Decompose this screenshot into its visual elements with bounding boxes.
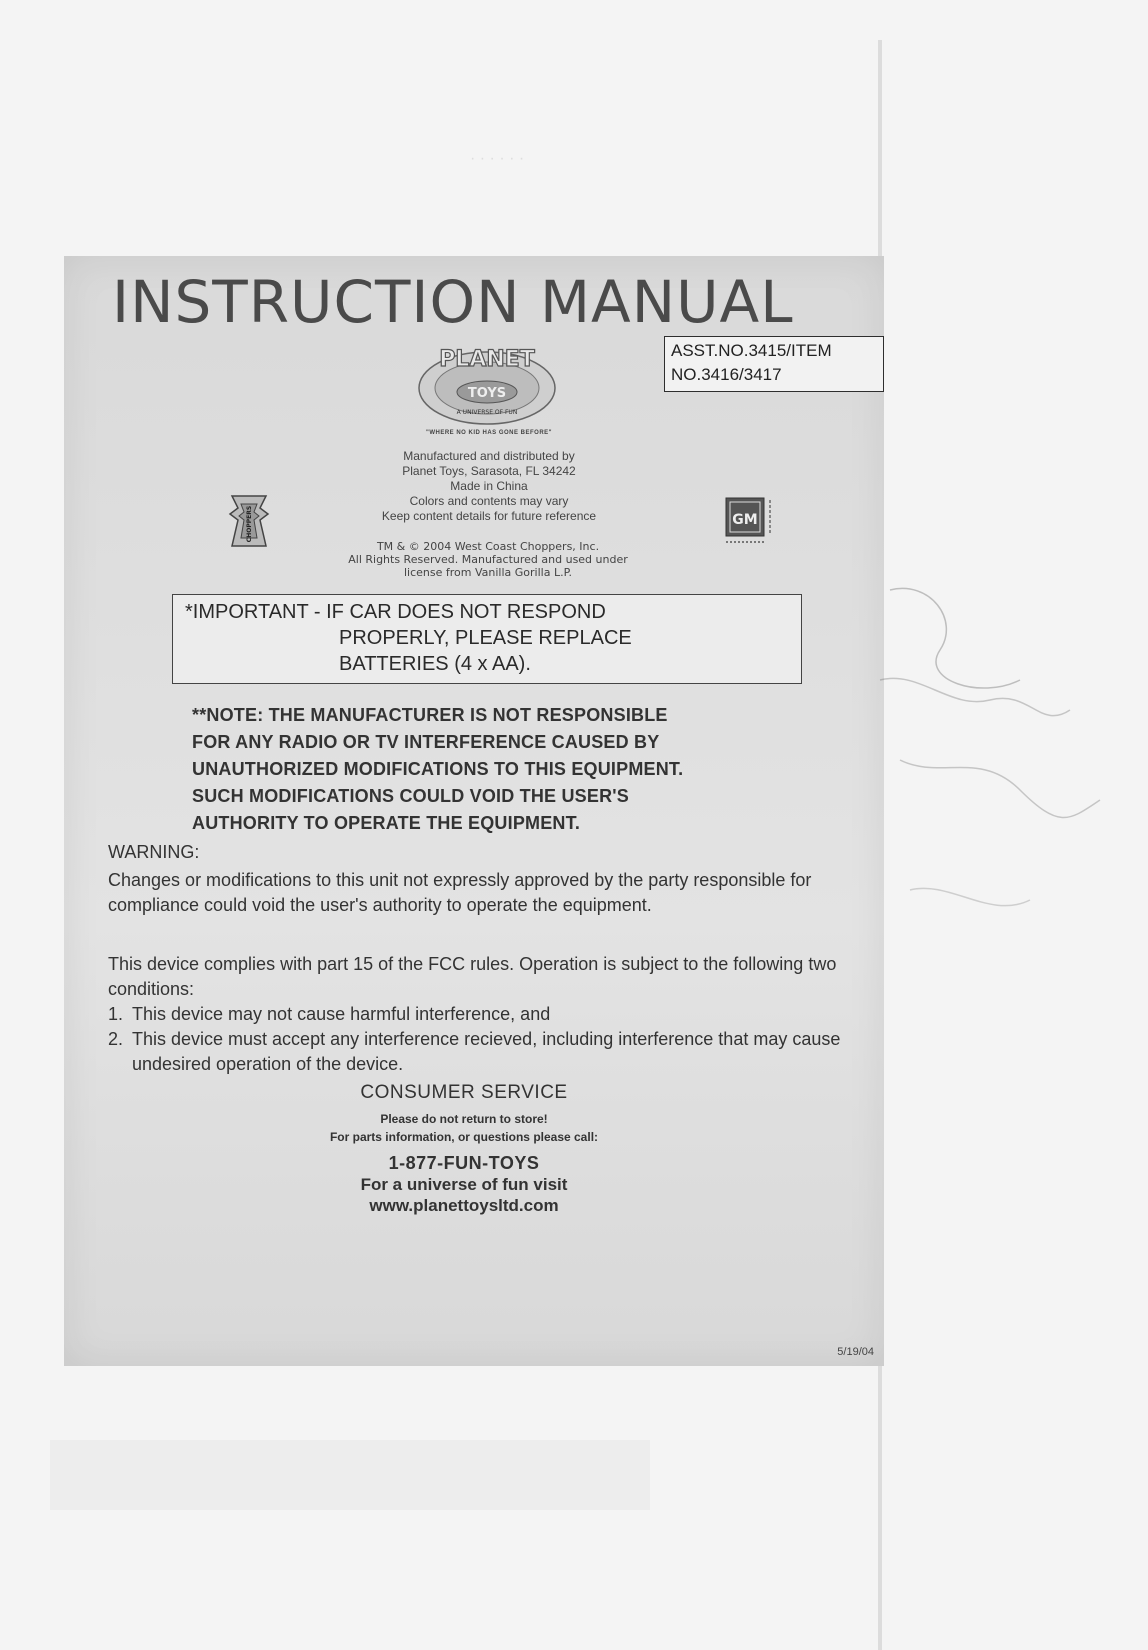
gm-logo-text: GM	[732, 512, 758, 528]
license-line: TM & © 2004 West Coast Choppers, Inc.	[376, 540, 600, 553]
visit-text: For a universe of fun visit	[360, 1175, 568, 1194]
logo-brand-mid: TOYS	[467, 386, 507, 401]
website-url: www.planettoysltd.com	[369, 1196, 559, 1215]
mfr-line: Manufactured and distributed by	[403, 449, 575, 463]
manufacturer-info	[324, 449, 654, 524]
license-line: All Rights Reserved. Manufactured and used under	[348, 553, 628, 566]
mfr-line: Planet Toys, Sarasota, FL 34242	[402, 464, 576, 478]
asst-number-box	[664, 336, 884, 392]
note-line: SUCH MODIFICATIONS COULD VOID THE USER'S	[192, 786, 629, 806]
planet-toys-logo	[412, 340, 562, 430]
list-number: 1.	[108, 1004, 124, 1024]
list-text: This device may not cause harmful interference, and	[132, 1004, 551, 1024]
gm-logo	[724, 496, 776, 548]
license-text	[304, 540, 672, 579]
note-line: FOR ANY RADIO OR TV INTERFERENCE CAUSED BY	[192, 732, 660, 752]
important-line-1: *IMPORTANT - IF CAR DOES NOT RESPOND	[185, 601, 606, 623]
bleed-through-top: · · · · · ·	[470, 150, 525, 167]
parts-info-text: For parts information, or questions please call:	[329, 1130, 599, 1144]
fcc-intro: This device complies with part 15 of the FCC rules. Operation is subject to the following two conditions:	[108, 954, 837, 999]
print-date: 5/19/04	[837, 1346, 874, 1358]
manufacturer-note	[192, 702, 832, 837]
important-line-3: BATTERIES (4 x AA).	[339, 653, 531, 675]
important-battery-notice	[172, 594, 802, 684]
asst-line-1: ASST.NO.3415/ITEM	[671, 341, 832, 360]
list-text: This device must accept any interference recieved, including interference that may cause undesired operation of the device.	[132, 1029, 841, 1074]
logo-brand-sub: A UNIVERSE OF FUN	[456, 409, 518, 416]
note-line: UNAUTHORIZED MODIFICATIONS TO THIS EQUIPMENT.	[192, 759, 684, 779]
mfr-line: Made in China	[450, 479, 528, 493]
page-title: INSTRUCTION MANUAL	[112, 268, 794, 336]
note-line: AUTHORITY TO OPERATE THE EQUIPMENT.	[192, 813, 581, 833]
note-line: **NOTE: THE MANUFACTURER IS NOT RESPONSIBLE	[192, 705, 668, 725]
consumer-service-title: CONSUMER SERVICE	[360, 1082, 568, 1103]
consumer-service	[164, 1082, 764, 1216]
logo-tagline: "WHERE NO KID HAS GONE BEFORE"	[425, 430, 553, 436]
bleed-through-bottom	[50, 1440, 650, 1510]
phone-number: 1-877-FUN-TOYS	[388, 1153, 540, 1173]
logo-brand-top: PLANET	[439, 347, 535, 372]
license-line: license from Vanilla Gorilla L.P.	[403, 566, 572, 579]
instruction-sheet	[64, 256, 884, 1366]
warning-text: Changes or modifications to this unit not expressly approved by the party responsible for compliance could void the user's authority to operate the equipment.	[108, 870, 812, 915]
do-not-return-text: Please do not return to store!	[380, 1112, 548, 1126]
mfr-line: Colors and contents may vary	[409, 494, 569, 508]
asst-line-2: NO.3416/3417	[671, 365, 782, 384]
choppers-logo-text: CHOPPERS	[246, 505, 253, 543]
list-number: 2.	[108, 1029, 124, 1049]
handwritten-scribble	[870, 560, 1120, 980]
important-line-2: PROPERLY, PLEASE REPLACE	[339, 627, 632, 649]
mfr-line: Keep content details for future reference	[381, 509, 597, 523]
west-coast-choppers-logo	[228, 494, 270, 548]
warning-heading: WARNING:	[108, 842, 200, 862]
